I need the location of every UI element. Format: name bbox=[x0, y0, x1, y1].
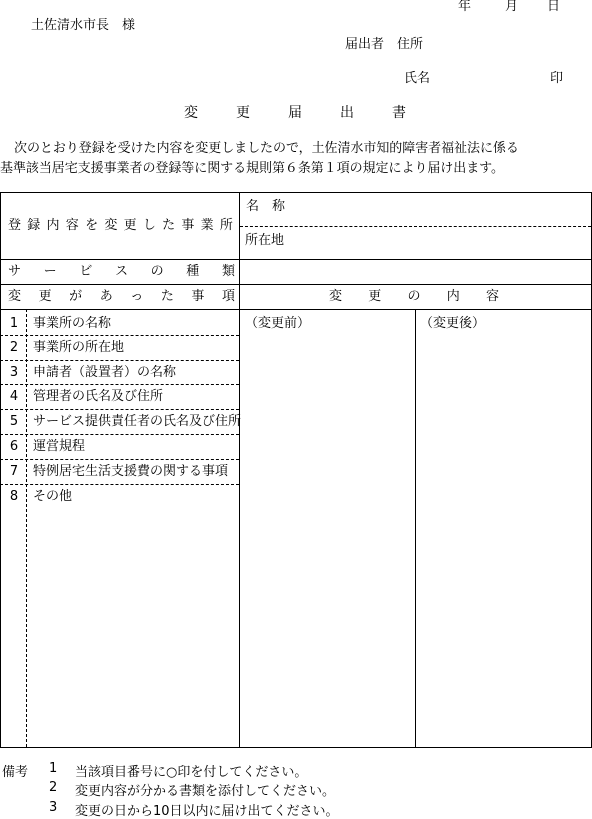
header-char: 内 bbox=[46, 218, 60, 233]
header-char: 事 bbox=[191, 289, 205, 304]
row-divider-items bbox=[0, 309, 592, 310]
changed-items-header bbox=[8, 290, 235, 303]
header-char: 変 bbox=[8, 289, 22, 304]
item-number: 3 bbox=[9, 365, 19, 380]
note-text: 変更の日から10日以内に届け出てください。 bbox=[75, 804, 339, 819]
header-char: 事 bbox=[181, 218, 195, 233]
header-char: た bbox=[160, 289, 174, 304]
note-number: 2 bbox=[49, 780, 58, 795]
applicant-name-label: 氏名 bbox=[404, 71, 431, 86]
business-header bbox=[8, 219, 233, 232]
header-char: 種 bbox=[186, 264, 200, 279]
header-char: ビ bbox=[79, 264, 93, 279]
row-divider-header bbox=[0, 284, 592, 285]
item-divider bbox=[0, 434, 239, 435]
before-change-label: （変更前） bbox=[245, 316, 311, 331]
label-char: 称 bbox=[271, 199, 285, 214]
header-char: 更 bbox=[123, 218, 137, 233]
header-char: の bbox=[407, 289, 421, 304]
note-text: 変更内容が分かる書類を添付してください。 bbox=[75, 784, 336, 799]
name-location-divider bbox=[240, 226, 591, 227]
note-text: 当該項目番号に○印を付してください。 bbox=[75, 765, 308, 780]
item-number-divider bbox=[26, 309, 27, 747]
item-label: その他 bbox=[33, 489, 73, 504]
title-char: 更 bbox=[236, 105, 250, 121]
item-divider bbox=[0, 335, 239, 336]
item-divider bbox=[0, 459, 239, 460]
item-divider bbox=[0, 484, 239, 485]
item-label: 事業所の名称 bbox=[33, 316, 112, 331]
after-change-label: （変更後） bbox=[420, 316, 486, 331]
item-label: 特例居宅生活支援費の関する事項 bbox=[33, 464, 229, 479]
label-char: 名 bbox=[246, 199, 260, 214]
item-label: 事業所の所在地 bbox=[33, 340, 125, 355]
item-divider bbox=[0, 384, 239, 385]
table-border-top bbox=[0, 192, 592, 193]
header-char: 更 bbox=[368, 289, 382, 304]
header-char: 項 bbox=[221, 289, 235, 304]
column-divider bbox=[239, 192, 240, 748]
addressee: 土佐清水市長 様 bbox=[31, 18, 136, 33]
header-char: ス bbox=[114, 264, 128, 279]
before-after-divider bbox=[415, 309, 416, 747]
header-char: 業 bbox=[200, 218, 214, 233]
item-label: サービス提供責任者の氏名及び住所 bbox=[33, 414, 242, 429]
intro-paragraph bbox=[0, 139, 592, 179]
header-char: サ bbox=[8, 264, 22, 279]
service-type-header bbox=[8, 265, 235, 278]
header-char: 容 bbox=[485, 289, 499, 304]
notes-label: 備考 bbox=[2, 765, 29, 780]
date-day: 日 bbox=[547, 0, 561, 14]
item-number: 5 bbox=[9, 414, 19, 429]
item-label: 運営規程 bbox=[33, 439, 86, 454]
item-number: 6 bbox=[9, 439, 19, 454]
header-char: ー bbox=[43, 264, 57, 279]
item-number: 7 bbox=[9, 464, 19, 479]
header-char: 登 bbox=[8, 218, 22, 233]
item-number: 8 bbox=[9, 489, 19, 504]
title-char: 出 bbox=[340, 105, 354, 121]
header-char: っ bbox=[130, 289, 144, 304]
header-char: 内 bbox=[446, 289, 460, 304]
header-char: 容 bbox=[65, 218, 79, 233]
date-month: 月 bbox=[505, 0, 519, 14]
change-content-header bbox=[329, 290, 499, 303]
title-char: 届 bbox=[288, 105, 302, 121]
title-char: 書 bbox=[392, 105, 406, 121]
business-name-label bbox=[246, 200, 285, 213]
header-char: の bbox=[150, 264, 164, 279]
header-char: た bbox=[162, 218, 176, 233]
item-number: 2 bbox=[9, 340, 19, 355]
header-char: 変 bbox=[104, 218, 118, 233]
header-char: が bbox=[69, 289, 83, 304]
header-char: し bbox=[142, 218, 156, 233]
seal-mark: 印 bbox=[550, 71, 564, 86]
item-label: 管理者の氏名及び住所 bbox=[33, 389, 164, 404]
row-divider-service bbox=[0, 259, 592, 260]
note-number: 1 bbox=[49, 761, 58, 776]
header-char: 更 bbox=[38, 289, 52, 304]
business-location-label: 所在地 bbox=[245, 233, 285, 248]
header-char: あ bbox=[99, 289, 113, 304]
document-title bbox=[184, 106, 406, 120]
item-divider bbox=[0, 360, 239, 361]
table-border-bottom bbox=[0, 747, 592, 748]
item-number: 4 bbox=[9, 389, 19, 404]
header-char: 所 bbox=[219, 218, 233, 233]
item-divider bbox=[0, 409, 239, 410]
note-number: 3 bbox=[49, 800, 58, 815]
table-border-left bbox=[0, 192, 1, 748]
applicant-address-label: 届出者 住所 bbox=[345, 37, 424, 52]
header-char: 類 bbox=[221, 264, 235, 279]
intro-line-2: 基準該当居宅支援事業者の登録等に関する規則第６条第１項の規定により届け出ます。 bbox=[0, 161, 505, 176]
title-char: 変 bbox=[184, 105, 198, 121]
item-label: 申請者（設置者）の名称 bbox=[33, 365, 177, 380]
header-char: 変 bbox=[329, 289, 343, 304]
item-number: 1 bbox=[9, 316, 19, 331]
intro-line-1: 次のとおり登録を受けた内容を変更しましたので，土佐清水市知的障害者福祉法に係る bbox=[14, 141, 519, 156]
date-year: 年 bbox=[458, 0, 472, 14]
date-line bbox=[0, 0, 592, 14]
header-char: を bbox=[85, 218, 99, 233]
header-char: 録 bbox=[27, 218, 41, 233]
